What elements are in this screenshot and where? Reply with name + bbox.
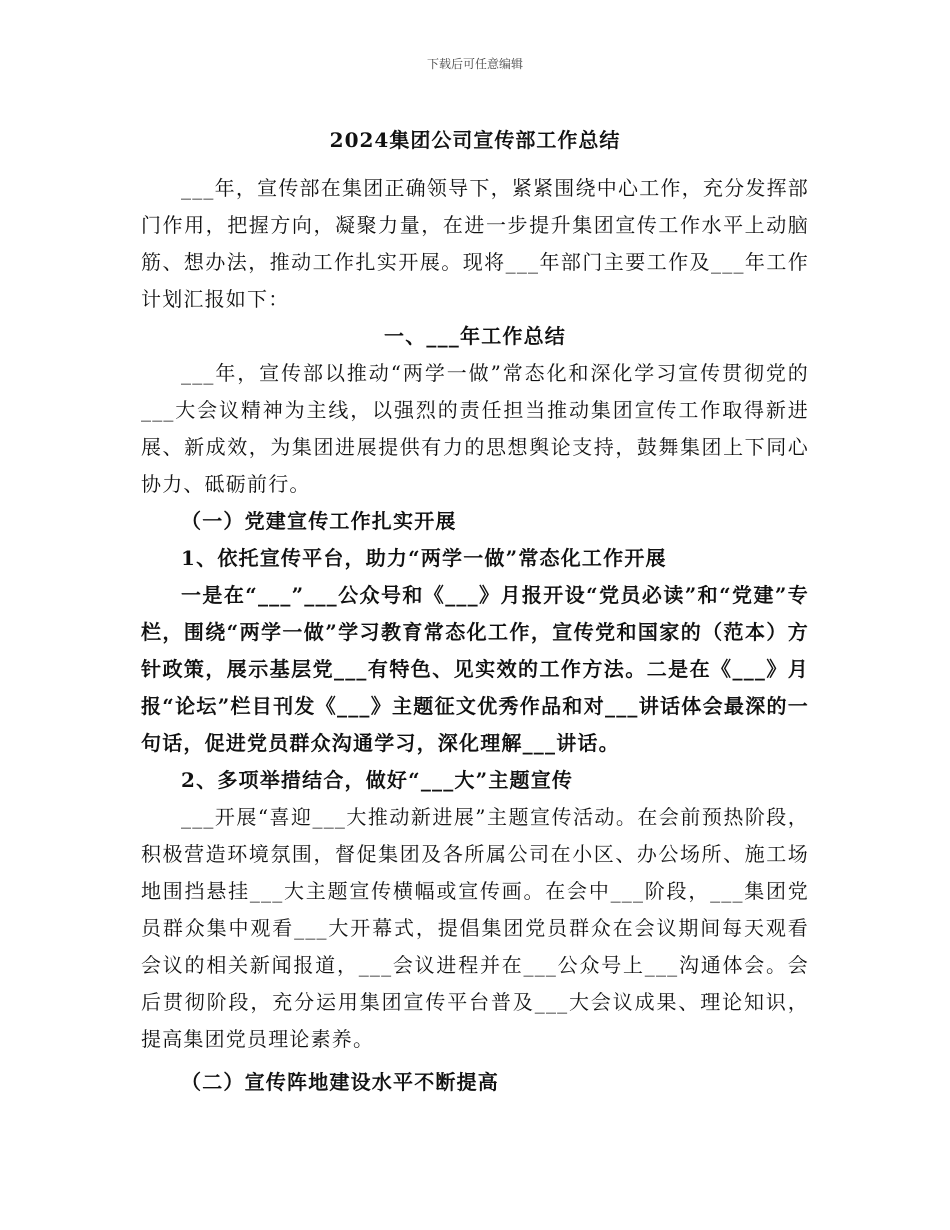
item-1-paragraph: 一是在“___”___公众号和《___》月报开设“党员必读”和“党建”专栏，围绕“两学一做”学习教育常态化工作，宣传党和国家的（范本）方针政策，展示基层党___有特色、见实效的工作方法。二是在《___》月报“论坛”栏目刊发《___》主题征文优秀作品和对___讲话体会最深的一句话，促进党员群众沟通学习，深化理解___讲话。: [141, 583, 809, 755]
item-2-paragraph: ___开展“喜迎___大推动新进展”主题宣传活动。在会前预热阶段，积极营造环境氛围，督促集团及各所属公司在小区、办公场所、施工场地围挡悬挂___大主题宣传横幅或宣传画。在会中___阶段，___集团党员群众集中观看___大开幕式，提倡集团党员群众在会议期间每天观看会议的相关新闻报道，___会议进程并在___公众号上___沟通体会。会后贯彻阶段，充分运用集团宣传平台普及___大会议成果、理论知识，提高集团党员理论素养。: [141, 805, 809, 1051]
subsection-heading-2: （二）宣传阵地建设水平不断提高: [181, 1070, 499, 1094]
item-heading-1: 1、依托宣传平台，助力“两学一做”常态化工作开展: [181, 546, 667, 570]
header-note: 下载后可任意编辑: [426, 57, 523, 71]
subsection-heading-1: （一）党建宣传工作扎实开展: [181, 509, 457, 533]
section-heading-1: 一、___年工作总结: [384, 324, 566, 348]
intro-paragraph: ___年，宣传部在集团正确领导下，紧紧围绕中心工作，充分发挥部门作用，把握方向，凝聚力量，在进一步提升集团宣传工作水平上动脑筋、想办法，推动工作扎实开展。现将___年部门主要工作及___年工作计划汇报如下：: [141, 176, 809, 311]
document-title: 2024集团公司宣传部工作总结: [329, 128, 621, 152]
item-heading-2: 2、多项举措结合，做好“___大”主题宣传: [181, 768, 574, 792]
summary-paragraph: ___年，宣传部以推动“两学一做”常态化和深化学习宣传贯彻党的___大会议精神为主线，以强烈的责任担当推动集团宣传工作取得新进展、新成效，为集团进展提供有力的思想舆论支持，鼓舞集团上下同心协力、砥砺前行。: [141, 361, 809, 496]
document-body: [141, 170, 809, 1101]
